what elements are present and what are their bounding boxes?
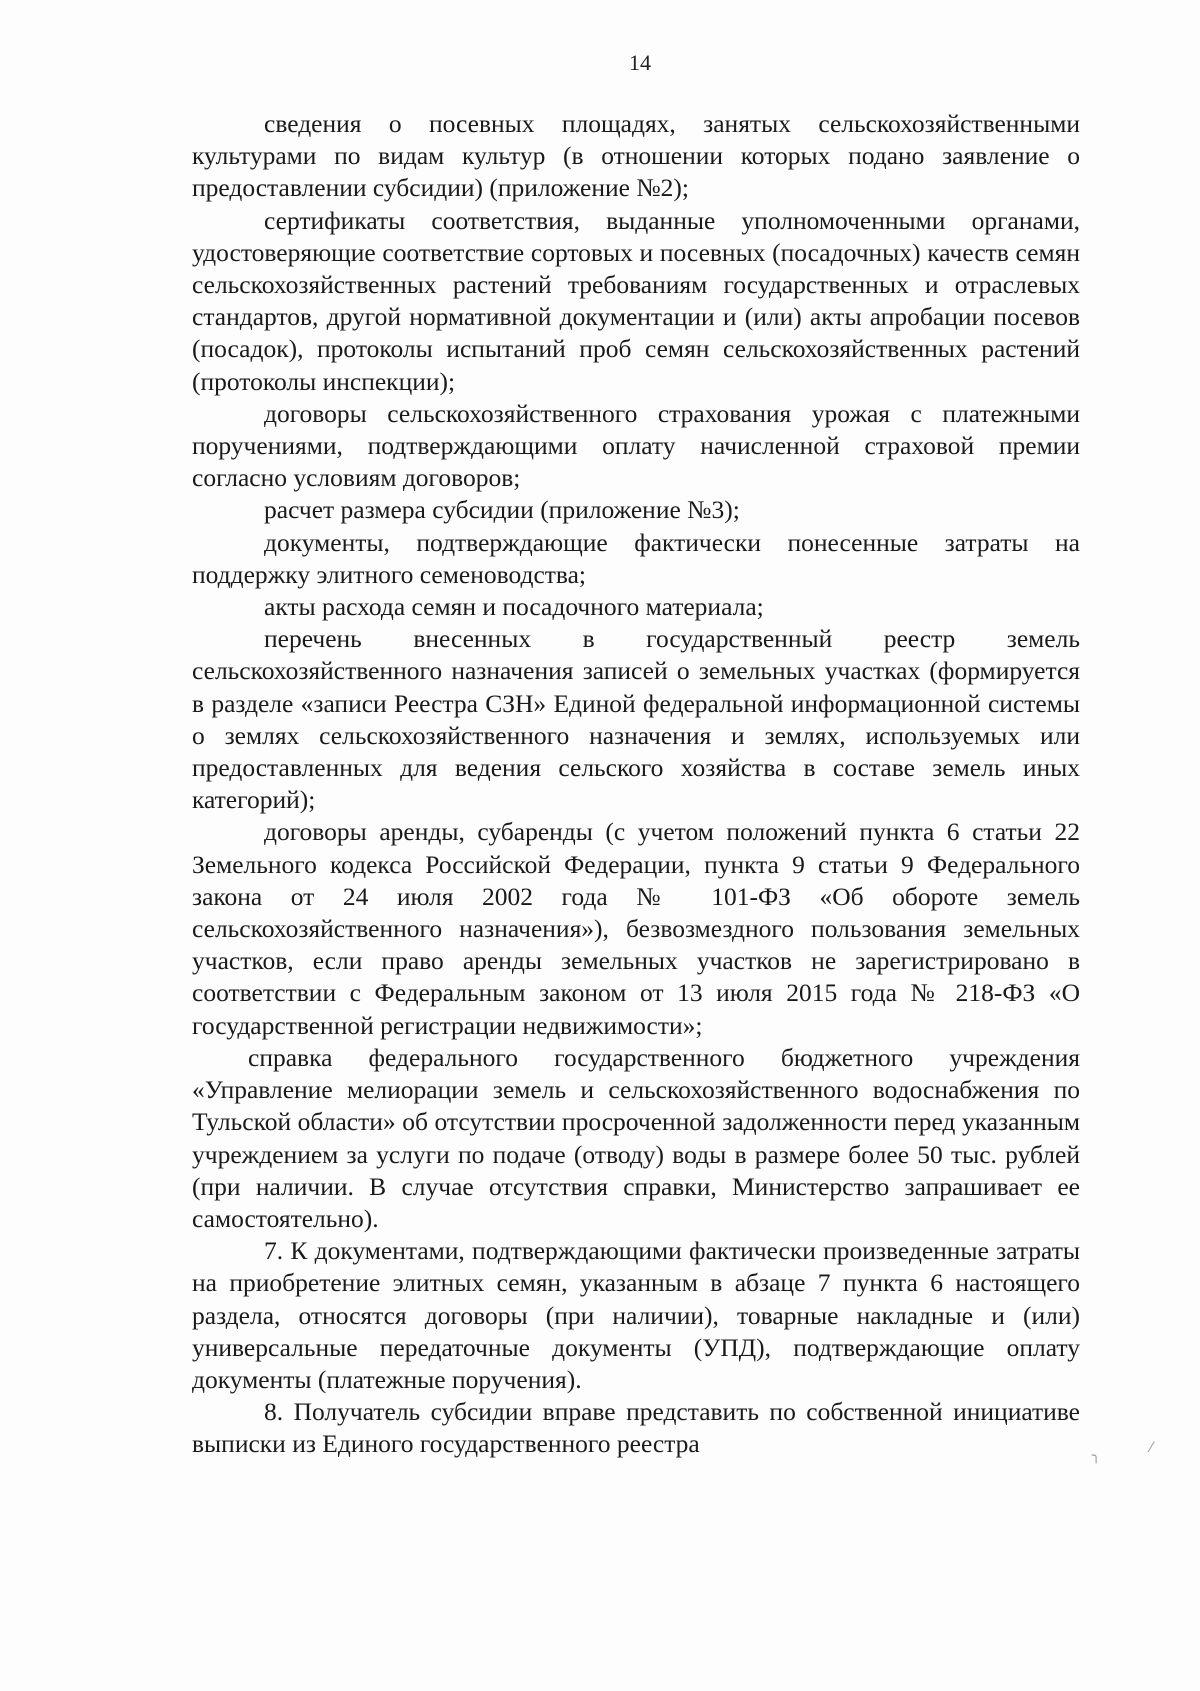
paragraph-sown-areas: сведения о посевных площадях, занятых сельскохозяйственными культурами по видам культур (в отношении которых подано заявление о предоставлении субсидии) (приложение №2); (192, 109, 1080, 203)
paragraph-item-8: 8. Получатель субсидии вправе представить по собственной инициативе выписки из Единого государственного реестра (192, 1397, 1080, 1459)
paragraph-cost-documents: документы, подтверждающие фактически понесенные затраты на поддержку элитного семеноводства; (192, 527, 1080, 589)
paragraph-lease-contracts: договоры аренды, субаренды (с учетом положений пункта 6 статьи 22 Земельного кодекса Российской Федерации, пункта 9 статьи 9 Федерального закона от 24 июля 2002 года № 101-ФЗ «Об обороте земель сельскохозяйственного назначения»), безвозмездного пользования земельных участков, если право аренды земельных участков не зарегистрировано в соответствии с Федеральным законом от 13 июля 2015 года № 218-ФЗ «О государственной регистрации недвижимости»; (192, 817, 1080, 1040)
page-number: 14 (629, 50, 651, 75)
paragraph-certificates: сертификаты соответствия, выданные уполномоченными органами, удостоверяющие соответствие сортовых и посевных (посадочных) качеств семян сельскохозяйственных растений требованиям государственных и отраслевых стандартов, другой нормативной документации и (или) акты апробации посевов (посадок), протоколы испытаний проб семян сельскохозяйственных растений (протоколы инспекции); (192, 205, 1080, 396)
paragraph-land-registry-list: перечень внесенных в государственный реестр земель сельскохозяйственного назначения записей о земельных участках (формируется в разделе «записи Реестра СЗН» Единой федеральной информационной системы о землях сельскохозяйственного назначения и землях, используемых или предоставленных для ведения сельского хозяйства в составе земель иных категорий); (192, 624, 1080, 815)
scan-artifact-mark: ╮ (1092, 1448, 1101, 1464)
paragraph-melioration-certificate: справка федерального государственного бюджетного учреждения «Управление мелиорации земель и сельскохозяйственного водоснабжения по Тульской области» об отсутствии просроченной задолженности перед указанным учреждением за услуги по подаче (отводу) воды в размере более 50 тыс. рублей (при наличии. В случае отсутствия справки, Министерство запрашивает ее самостоятельно). (192, 1042, 1080, 1233)
paragraph-seed-consumption-acts: акты расхода семян и посадочного материала; (264, 592, 764, 622)
paragraph-insurance-contracts: договоры сельскохозяйственного страхования урожая с платежными поручениями, подтверждающими оплату начисленной страховой премии согласно условиям договоров; (192, 398, 1080, 493)
scan-artifact-mark: ⁄ (1150, 1440, 1153, 1456)
paragraph-subsidy-calculation: расчет размера субсидии (приложение №3); (264, 495, 740, 525)
document-body (192, 108, 1080, 1461)
paragraph-item-7: 7. К документами, подтверждающими фактически произведенные затраты на приобретение элитных семян, указанным в абзаце 7 пункта 6 настоящего раздела, относятся договоры (при наличии), товарные накладные и (или) универсальные передаточные документы (УПД), подтверждающие оплату документы (платежные поручения). (192, 1236, 1080, 1394)
